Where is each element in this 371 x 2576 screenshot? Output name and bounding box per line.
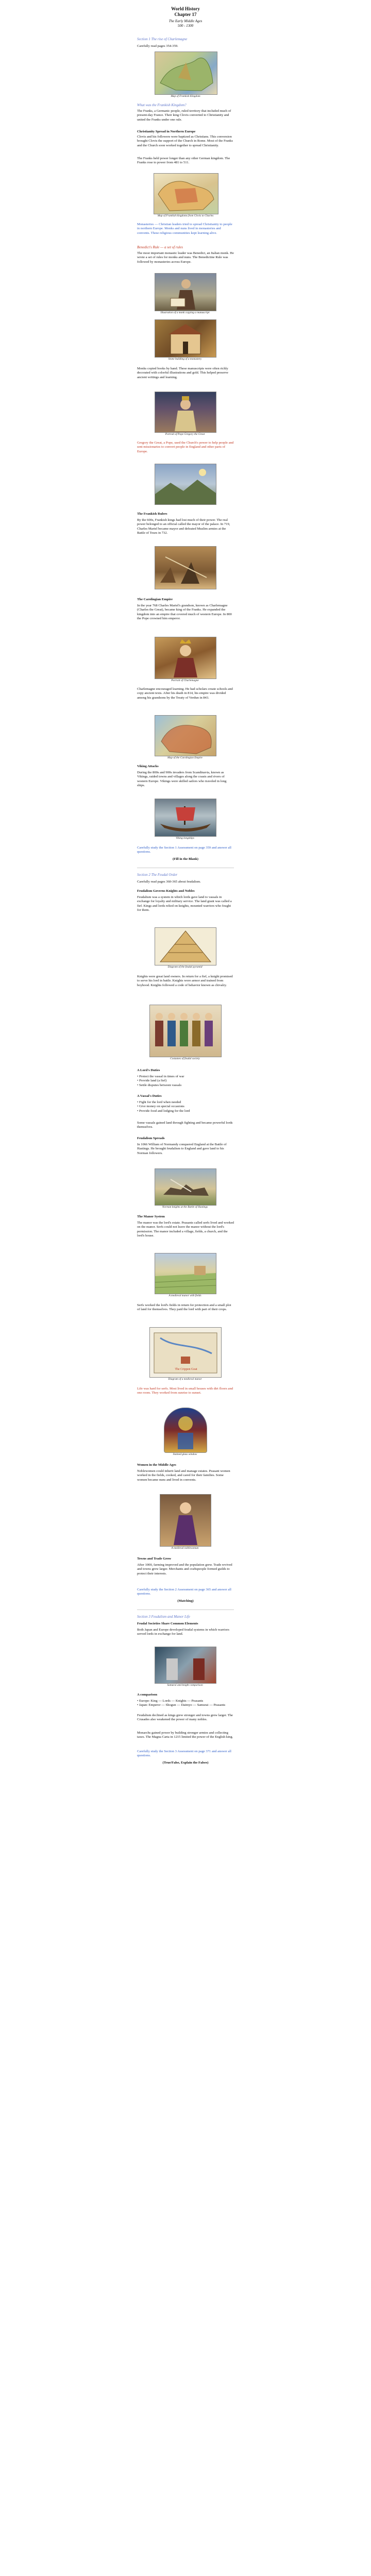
s2-sub-c: A Vassal's Duties — [137, 1094, 162, 1098]
s3-p3: Monarchs gained power by building stronger armies and collecting taxes. The Magna Carta in 1215 limited the power of the English king. — [137, 1731, 233, 1739]
s1-p2: Clovis and his followers were baptized as Christians. This conversion brought Clovis the support of the Church in Rome. Most of the Franks and the Church soon worked together to spread Christianity. — [137, 135, 233, 147]
s2-p4: In 1066 William of Normandy conquered England at the Battle of Hastings. He brought feudalism to England and gave land to his Norman followers. — [137, 1143, 227, 1155]
caption-hastings: Norman knights at the Battle of Hastings — [162, 1206, 208, 1209]
s1-p9: In the year 768 Charles Martel's grandson, known as Charlemagne (Charles the Great), became king of the Franks. He expanded the kingdom into an empire that covered much of western Europe. In 800 the Pope crowned him emperor. — [137, 604, 232, 621]
s2-p10 — [137, 1588, 234, 1597]
map-outline-icon — [155, 52, 217, 94]
s3-p2: Feudalism declined as kings grew stronger and towns grew larger. The Crusades also weakened the power of many nobles. — [137, 1714, 233, 1722]
doc-chapter: Chapter 17 — [174, 12, 197, 17]
s2-sub-d: Feudalism Spreads — [137, 1137, 165, 1140]
s3-p1: Both Japan and Europe developed feudal systems in which warriors served lords in exchange for land. — [137, 1628, 229, 1636]
lord-duty-item: • Provide land (a fief) — [137, 1079, 167, 1083]
s2-sub-a: Feudalism Governs Knights and Nobles — [137, 889, 195, 893]
s2-p7 — [137, 1387, 234, 1396]
vassal-duty-item: • Fight for the lord when needed — [137, 1100, 181, 1104]
s1-p4-text: Monasteries — Christian leaders tried to spread Christianity to people in northern Europe. Monks and nuns lived in monasteries and convents. These religious communities kept learning alive. — [137, 223, 232, 235]
building-icon — [155, 320, 216, 357]
document-header — [137, 6, 234, 28]
battle-scene-image — [155, 546, 216, 589]
manor-fields-image — [155, 1253, 216, 1294]
pope-figure-icon — [155, 392, 216, 432]
lord-duty-item: • Protect the vassal in times of war — [137, 1075, 184, 1078]
doc-years: 500 - 1300 — [177, 24, 194, 28]
cavalry-icon — [155, 1169, 216, 1205]
section-3-heading[interactable] — [137, 1615, 234, 1619]
longship-icon — [155, 799, 216, 836]
warriors-icon — [155, 1647, 216, 1683]
section-2-heading[interactable] — [137, 873, 234, 877]
map-regions-icon — [154, 174, 218, 214]
s1-p3: The Franks held power longer than any other German kingdom. The Franks rose to power from 481 to 511. — [137, 157, 230, 165]
doc-title: World History — [171, 6, 200, 11]
s2-p3: Some vassals gained land through fighting and became powerful lords themselves. — [137, 1121, 233, 1129]
s1-q1-block — [137, 103, 234, 107]
monk-manuscript-image — [155, 273, 216, 311]
s1-p5: The most important monastic leader was Benedict, an Italian monk. He wrote a set of rules for monks and nuns. The Benedictine Rule was followed by monasteries across Europe. — [137, 251, 234, 264]
window-icon — [164, 1408, 207, 1452]
s2-p9: After 1000, farming improved and the population grew. Trade revived and towns grew larger. Merchants and craftspeople formed guilds to protect their interests. — [137, 1563, 232, 1575]
s1-intro: Carefully read pages 354-359. — [137, 44, 178, 48]
monk-figure-icon — [155, 274, 216, 311]
s2-p1: Feudalism was a system in which lords gave land to vassals in exchange for loyalty and military service. The land grant was called a fief. Kings and lords relied on knights, mounted warriors who fought for them. — [137, 895, 232, 912]
s2-intro: Carefully read pages 360-365 about feudalism. — [137, 880, 201, 884]
doc-subtitle: The Early Middle Ages — [168, 19, 203, 23]
s3-sub-b: A comparison — [137, 1693, 158, 1697]
s1-end-note: (Fill in the Blank) — [172, 857, 198, 861]
battle-icon — [155, 547, 216, 589]
fields-icon — [155, 1253, 216, 1294]
s2-sub-f: Women in the Middle Ages — [137, 1463, 176, 1467]
s1-sub-c: The Carolingian Empire — [137, 598, 173, 601]
s2-p7-text: Life was hard for serfs. Most lived in small houses with dirt floors and one room. They worked from sunrise to sunset. — [137, 1387, 233, 1395]
caption-stained-glass: Stained glass window — [173, 1453, 197, 1456]
section-1-heading[interactable] — [137, 37, 234, 41]
s2-p8: Noblewomen could inherit land and manage estates. Peasant women worked in the fields, cooked, and cared for their families. Some women became nuns and lived in convents. — [137, 1469, 230, 1482]
caption-monk: Illustration of a monk copying a manuscript — [160, 311, 210, 314]
s1-q2: Benedict's Rule — a set of rules — [137, 245, 183, 249]
s1-p1: The Franks, a Germanic people, ruled territory that included much of present-day France. Their king Clovis converted to Christianity and united the Franks under one rule. — [137, 109, 231, 122]
s1-p11: During the 800s and 900s invaders from Scandinavia, known as Vikings, raided towns and villages along the coasts and rivers of western Europe. Vikings were skilled sailors who traveled in long ships. — [137, 771, 227, 788]
s1-sub-a: Christianity Spread in Northern Europe — [137, 130, 196, 133]
viking-ship-image — [155, 799, 216, 837]
s2-p2: Knights were great land owners. In return for a fief, a knight promised to serve his lord in battle. Knights wore armor and trained from boyhood. Knights followed a code of behavior known as chivalry. — [137, 975, 233, 987]
s2-p10-text: Carefully study the Section 2 Assessment on page 365 and answer all questions. — [137, 1588, 231, 1596]
stained-glass-image — [164, 1408, 207, 1453]
s1-p12-text: Carefully study the Section 1 Assessment on page 359 and answer all questions. — [137, 846, 231, 854]
feudal-costumes-image — [149, 1005, 222, 1057]
noblewoman-image — [160, 1494, 211, 1547]
s3-end-note: (True/False, Explain the Falses) — [162, 1761, 209, 1765]
pyramid-icon — [155, 928, 216, 965]
vassal-duty-item: • Give money on special occasions — [137, 1105, 184, 1109]
s1-sub-b: The Frankish Rulers — [137, 512, 167, 516]
monastery-building-image — [155, 319, 216, 358]
s1-p8: By the 600s, Frankish kings had lost much of their power. The real power belonged to an official called the mayor of the palace. In 719, Charles Martel became mayor and defeated Muslim armies at the Battle of Tours in 732. — [137, 518, 230, 535]
caption-viking: Viking longships — [176, 837, 194, 840]
s3-sub-a: Feudal Societies Share Common Elements — [137, 1622, 198, 1625]
s1-sub-d: Viking Attacks — [137, 765, 159, 768]
s1-q2-block — [137, 245, 234, 249]
s2-list-b — [137, 1075, 234, 1088]
caption-samurai-knight: Samurai and knight comparison — [167, 1684, 203, 1687]
section-2-link[interactable]: Section 2 The Feudal Order — [137, 873, 178, 877]
s1-q1: What was the Frankish Kingdom? — [137, 103, 187, 107]
caption-kingdoms-map: Map of Frankish kingdoms from Clovis to Charles — [157, 214, 214, 217]
s2-p5: The manor was the lord's estate. Peasants called serfs lived and worked on the manor. Serfs could not leave the manor without the lord's permission. The manor included a village, fields, a church, and the lord's house. — [137, 1221, 234, 1238]
samurai-knight-image — [155, 1647, 216, 1684]
s2-end-note: (Matching) — [177, 1599, 194, 1603]
manor-diagram-image — [149, 1327, 222, 1378]
s2-sub-e: The Manor System — [137, 1215, 165, 1218]
landscape-icon — [155, 464, 216, 504]
vassal-duty-item: • Provide food and lodging for the lord — [137, 1109, 190, 1113]
frankish-map-image — [155, 52, 217, 95]
divider-2 — [137, 1609, 234, 1610]
s1-p12 — [137, 846, 234, 855]
manor-map-icon — [150, 1328, 221, 1377]
section-1-link[interactable]: Section 1 The rise of Charlemagne — [137, 37, 188, 41]
comparison-item: • Europe: King — Lords — Knights — Peasants — [137, 1699, 204, 1703]
caption-costumes: Costumes of feudal society — [170, 1057, 200, 1060]
woman-figure-icon — [160, 1495, 211, 1546]
s1-p7 — [137, 441, 234, 454]
caption-pyramid: Diagram of the feudal pyramid — [167, 965, 203, 969]
costume-figures-icon — [150, 1005, 221, 1057]
s3-list — [137, 1699, 234, 1708]
caption-monastery: Stone building of a monastery — [168, 358, 202, 361]
caption-manor-diagram: Diagram of a medieval manor — [168, 1378, 202, 1381]
s3-p4 — [137, 1750, 234, 1758]
caption-frankish-map: Map of Frankish Kingdom — [171, 95, 200, 98]
manor-diagram-label: The Crippen Goat — [175, 1368, 197, 1371]
empire-map-icon — [155, 716, 216, 756]
section-3-link[interactable]: Section 3 Feudalism and Manor Life — [137, 1615, 190, 1619]
crowned-figure-icon — [155, 637, 216, 679]
s2-p6: Serfs worked the lord's fields in return for protection and a small plot of land for themselves. They paid the lord with part of their crops. — [137, 1303, 231, 1312]
charlemagne-image — [155, 637, 216, 679]
s1-p10: Charlemagne encouraged learning. He had scholars create schools and copy ancient texts. After his death in 814, his empire was divided among his grandsons by the Treaty of Verdun in 843. — [137, 687, 233, 700]
s1-p4 — [137, 223, 234, 235]
s1-p7-text: Gregory the Great, a Pope, used the Church's power to help people and sent missionaries to convert people in England and other parts of Europe. — [137, 441, 234, 453]
frankish-scene-image — [155, 464, 216, 505]
caption-charlemagne: Portrait of Charlemagne — [171, 679, 199, 682]
s3-p4-text: Carefully study the Section 3 Assessment on page 371 and answer all questions. — [137, 1750, 231, 1758]
s2-sub-g: Towns and Trade Grow — [137, 1557, 172, 1561]
frankish-kingdoms-map-image — [154, 173, 218, 214]
s2-sub-b: A Lord's Duties — [137, 1069, 160, 1072]
caption-noblewoman: A medieval noblewoman — [171, 1547, 199, 1550]
caption-pope: Portrait of Pope Gregory the Great — [165, 433, 205, 436]
carolingian-map-image — [155, 715, 216, 756]
caption-carolingian-map: Map of the Carolingian Empire — [167, 756, 203, 759]
comparison-item: • Japan: Emperor — Shogun — Daimyo — Samurai — Peasants — [137, 1703, 226, 1707]
s2-list-c — [137, 1100, 234, 1113]
lord-duty-item: • Settle disputes between vassals — [137, 1083, 182, 1087]
caption-manor: A medieval manor with fields — [168, 1294, 201, 1297]
s1-p6: Monks copied books by hand. These manuscripts were often richly decorated with colorful illustrations and gold. This helped preserve ancient writings and learning. — [137, 367, 228, 379]
feudal-pyramid-image — [155, 927, 216, 965]
hastings-image — [155, 1168, 216, 1206]
pope-gregory-image — [155, 392, 216, 433]
